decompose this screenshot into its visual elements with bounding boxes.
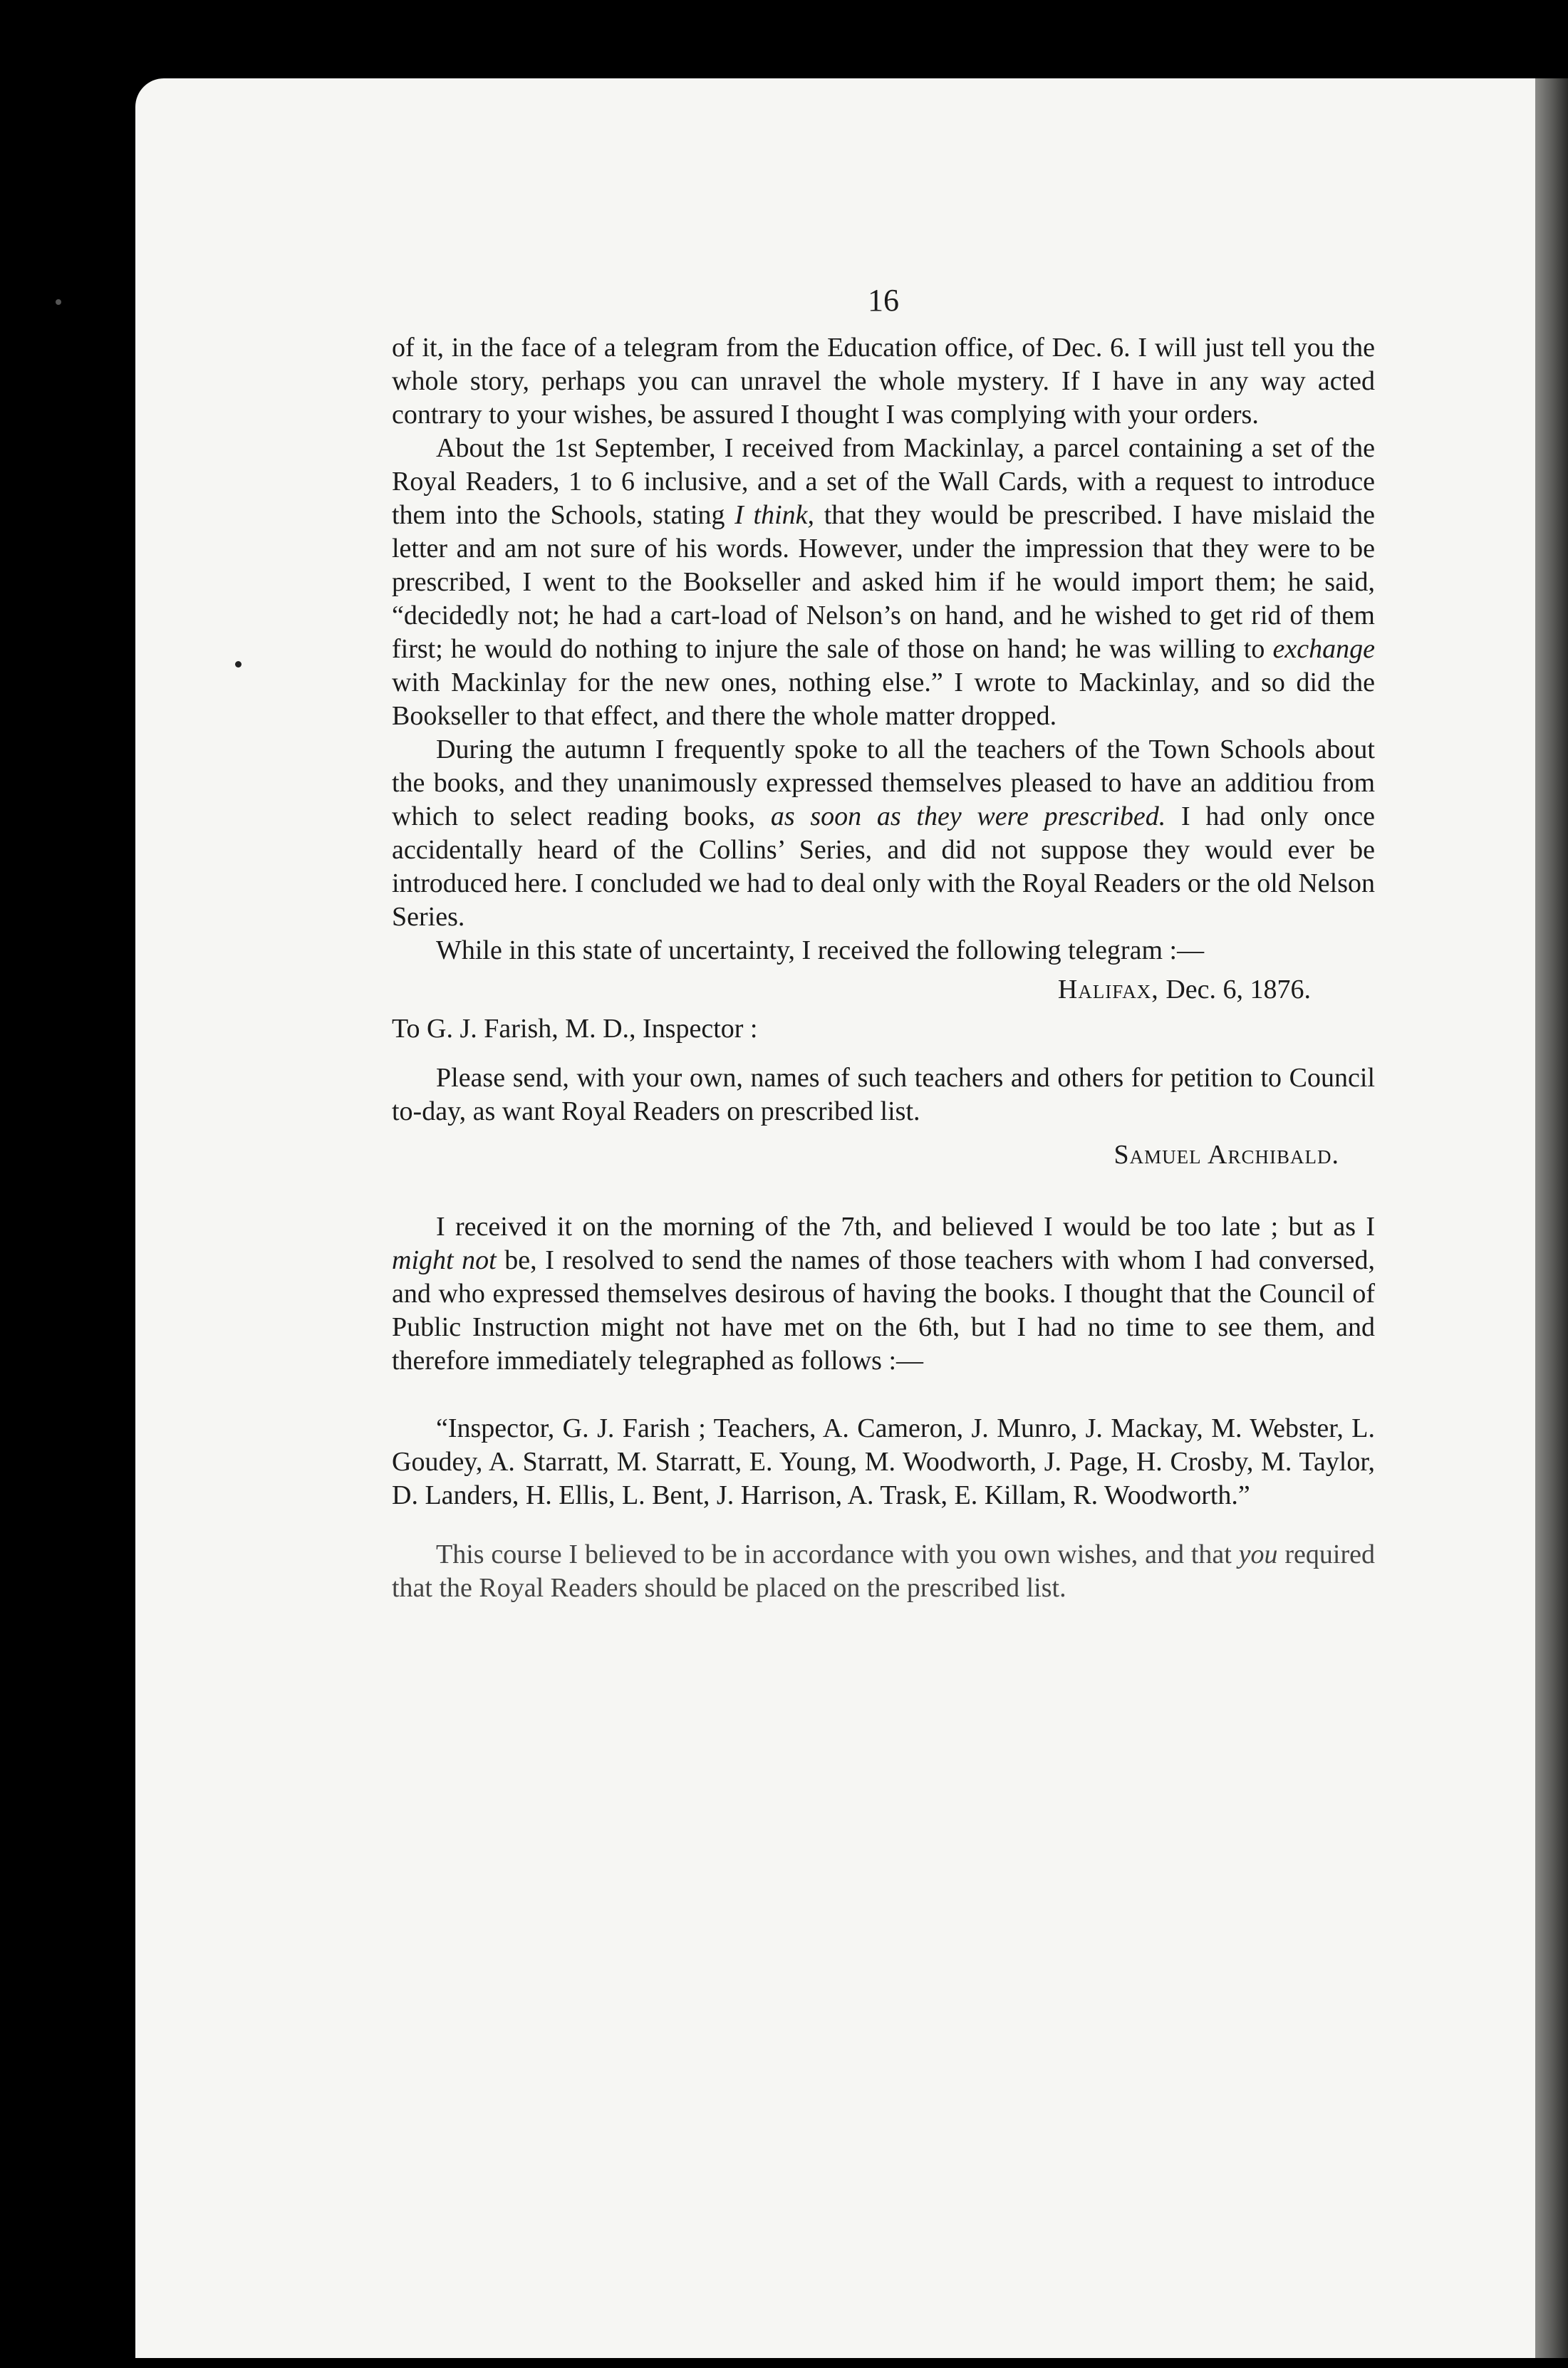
telegram-signature: Samuel Archibald. xyxy=(1113,1140,1339,1170)
paragraph-course-believed xyxy=(392,1538,1375,1605)
paragraph-mackinlay-parcel xyxy=(392,432,1375,733)
page-edge xyxy=(1535,78,1568,2358)
emphasis-text: might not xyxy=(392,1245,497,1275)
quoted-telegram: “Inspector, G. J. Farish ; Teachers, A. Cameron, J. Munro, J. Mackay, M. Webster, L. Goudey, A. Starratt, M. Starratt, E. Young, M. Woodworth, J. Page, H. Crosby, M. Taylor, D. Landers, H. Ellis, L. Bent, J. Harrison, A. Trask, E. Killam, R. Woodworth.” xyxy=(392,1413,1375,1510)
paragraph-continuation: of it, in the face of a telegram from the Education office, of Dec. 6. I will just tell you the whole story, perhaps you can unravel the whole mystery. If I have in any way acted contrary to your wishes, be assured I thought I was complying with your orders. xyxy=(392,333,1375,430)
text-run: required that the Royal Readers should be placed on the prescribed list. xyxy=(392,1539,1375,1603)
text-run: be, I resolved to send the names of those teachers with whom I had conversed, and who expressed themselves desirous of having the books. I thought that the Council of Public Instruction might not have met on the 6th, but I had no time to see them, and therefore immediately telegraphed as follows :— xyxy=(392,1245,1375,1376)
text-run: with Mackinlay for the new ones, nothing else.” I wrote to Mackinlay, and so did the Bookseller to that effect, and there the whole matter dropped. xyxy=(392,668,1375,731)
telegram-text: Please send, with your own, names of such teachers and others for petition to Council to-day, as want Royal Readers on prescribed list. xyxy=(392,1063,1375,1126)
emphasis-text: as soon as they were prescribed. xyxy=(770,801,1166,831)
scan-speck xyxy=(235,661,242,668)
paragraph-received-morning xyxy=(392,1210,1375,1378)
emphasis-text: you xyxy=(1238,1539,1278,1569)
page-content xyxy=(392,284,1375,1605)
text-run: I received it on the morning of the 7th, and believed I would be too late ; but as I xyxy=(436,1212,1375,1242)
emphasis-text: exchange xyxy=(1272,634,1375,664)
text-run: This course I believed to be in accordance with you own wishes, and that xyxy=(436,1539,1239,1569)
text-run: About the 1st September, I received from Mackinlay, a parcel containing a set of the Royal Readers, 1 to 6 inclusive, and a set of the Wall Cards, with a request to introduce them into the Schools, stating xyxy=(392,433,1375,530)
page-number: 16 xyxy=(868,283,899,318)
paragraph-autumn-teachers xyxy=(392,733,1375,934)
scan-speck xyxy=(56,299,61,305)
emphasis-text: I think, xyxy=(734,500,815,530)
telegram-address: To G. J. Farish, M. D., Inspector : xyxy=(392,1014,758,1044)
telegram-date: Dec. 6, 1876. xyxy=(1165,975,1311,1004)
text-run: that they would be prescribed. I have mislaid the letter and am not sure of his words. However, under the impression that they were to be prescribed, I went to the Bookseller and asked him if he would import them; he said, “decidedly not; he had a cart-load of Nelson’s on hand, and he wished to get rid of them first; he would do nothing to injure the sale of those on hand; he was willing to xyxy=(392,500,1375,664)
telegram-place: Halifax, xyxy=(1057,975,1159,1004)
telegram-dateline xyxy=(392,973,1375,1007)
paragraph-uncertainty: While in this state of uncertainty, I received the following telegram :— xyxy=(436,935,1205,965)
text-run: I had only once accidentally heard of the Collins’ Series, and did not suppose they would ever be introduced here. I concluded we had to deal only with the Royal Readers or the old Nelson Series. xyxy=(392,801,1375,932)
text-run: During the autumn I frequently spoke to all the teachers of the Town Schools about the books, and they unanimously expressed themselves pleased to have an additiou from which to select reading books, xyxy=(392,734,1375,831)
